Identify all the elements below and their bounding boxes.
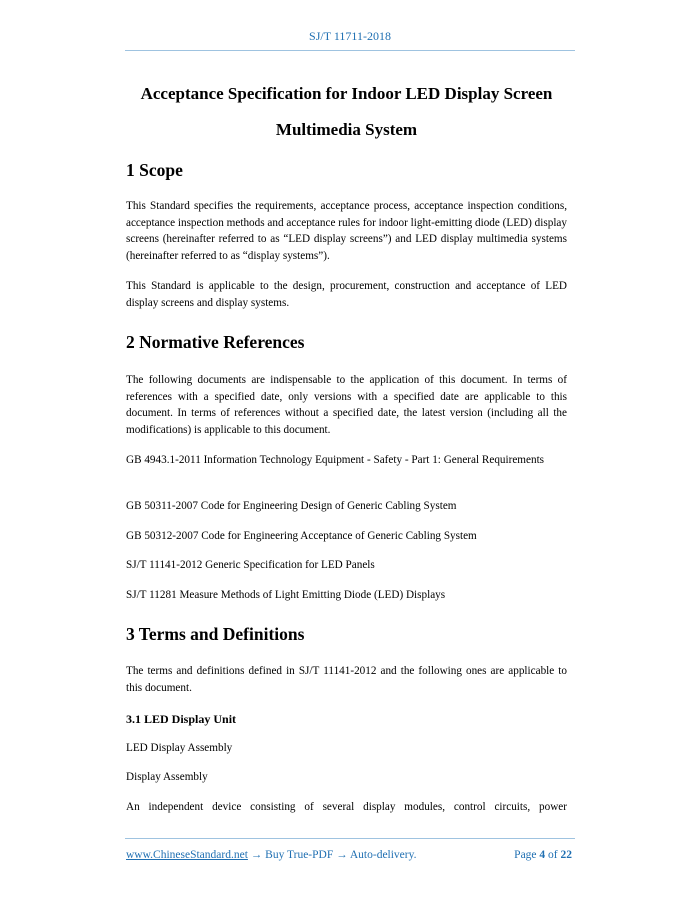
subsection-heading-led-display-unit: 3.1 LED Display Unit [126, 712, 237, 726]
header-standard-code: SJ/T 11711-2018 [309, 29, 391, 43]
terms-intro-paragraph: The terms and definitions defined in SJ/T 11141-2012 and the following ones are applicable to this document. [126, 665, 567, 694]
page-of-label: of [548, 849, 558, 861]
reference-item: SJ/T 11281 Measure Methods of Light Emitting Diode (LED) Displays [126, 589, 446, 601]
term-definition: An independent device consisting of several display modules, control circuits, power [126, 801, 567, 813]
footer-promo [126, 849, 417, 861]
section-heading-scope: 1 Scope [126, 160, 183, 180]
section-heading-terms-definitions: 3 Terms and Definitions [126, 624, 305, 644]
buy-true-pdf-link[interactable]: Buy True-PDF [265, 849, 334, 861]
reference-item: GB 4943.1-2011 Information Technology Equipment - Safety - Part 1: General Requirements [126, 454, 545, 466]
normative-intro-paragraph: The following documents are indispensable to the application of this document. In terms of references with a specified date, only versions with a specified date are applicable to this document. In terms of references without a specified date, the latest version (including all the modifications) is applicable to this document. [126, 374, 567, 436]
document-title [126, 76, 567, 148]
section-heading-normative-references: 2 Normative References [126, 332, 305, 352]
arrow-right-icon: → [333, 849, 350, 861]
page-total: 22 [560, 849, 572, 861]
reference-item: GB 50311-2007 Code for Engineering Design of Generic Cabling System [126, 500, 457, 512]
term-alternative-1: LED Display Assembly [126, 742, 233, 754]
page-number: 4 [539, 849, 546, 861]
title-line-2: Multimedia System [275, 120, 418, 139]
title-line-1: Acceptance Specification for Indoor LED Display Screen [140, 84, 553, 103]
reference-item: GB 50312-2007 Code for Engineering Acceptance of Generic Cabling System [126, 530, 477, 542]
reference-item: SJ/T 11141-2012 Generic Specification for LED Panels [126, 559, 375, 571]
auto-delivery-text: Auto-delivery. [349, 849, 417, 861]
arrow-right-icon: → [247, 849, 266, 861]
website-link[interactable]: www.ChineseStandard.net [126, 849, 248, 861]
scope-paragraph-2: This Standard is applicable to the design, procurement, construction and acceptance of LED display screens and display systems. [126, 280, 567, 309]
term-alternative-2: Display Assembly [126, 771, 208, 783]
footer-divider [125, 838, 575, 839]
page-indicator [514, 849, 572, 861]
page-label: Page [514, 849, 537, 861]
scope-paragraph-1: This Standard specifies the requirements, acceptance process, acceptance inspection conditions, acceptance inspection methods and acceptance rules for indoor light-emitting diode (LED) display screens (hereinafter referred to as “LED display screens”) and LED display multimedia systems (hereinafter referred to as “display systems”). [126, 200, 567, 262]
header-divider [125, 50, 575, 51]
